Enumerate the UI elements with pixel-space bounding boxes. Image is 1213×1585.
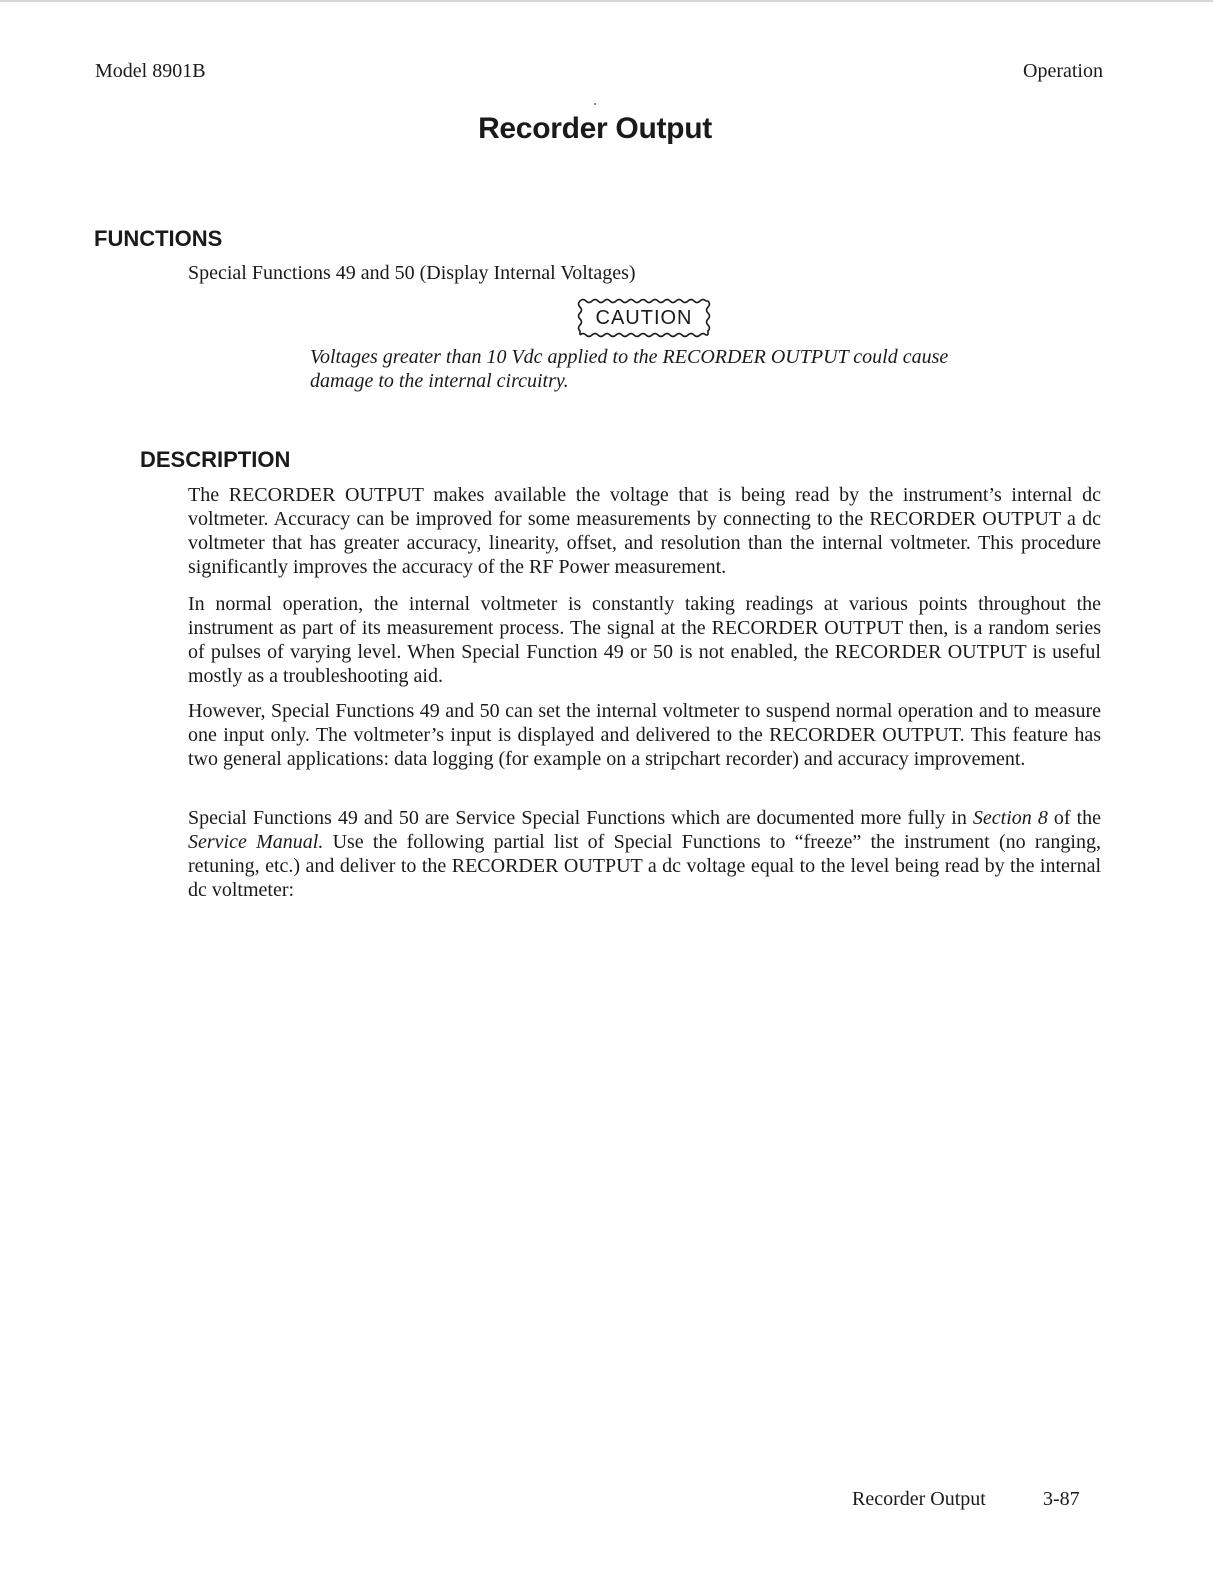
speck-mark xyxy=(594,103,596,105)
footer-page-number: 3-87 xyxy=(1043,1488,1080,1510)
caution-box xyxy=(576,297,712,339)
caution-label: CAUTION xyxy=(595,307,693,329)
paragraph-4-part-2: of the xyxy=(1047,807,1102,829)
description-paragraph-2: In normal operation, the internal voltmeter is constantly taking readings at various points throughout the instrument as part of its measurement process. The signal at the RECORDER OUTPUT then, is a random series of pulses of varying level. When Special Function 49 or 50 is not enabled, the RECORDER OUTPUT is useful mostly as a troubleshooting aid. xyxy=(188,593,1101,687)
paragraph-4-part-1: Special Functions 49 and 50 are Service Special Functions which are documented more fully in xyxy=(188,807,973,829)
paragraph-4-part-3: Use the following partial list of Special Functions to “freeze” the instrument (no ranging, retuning, etc.) and deliver to the RECORDER OUTPUT a dc voltage equal to the level being read by the internal dc voltmeter: xyxy=(188,831,1101,901)
functions-text: Special Functions 49 and 50 (Display Internal Voltages) xyxy=(188,262,636,284)
page-title: Recorder Output xyxy=(478,112,712,145)
description-paragraph-1: The RECORDER OUTPUT makes available the voltage that is being read by the instrument’s internal dc voltmeter. Accuracy can be improved for some measurements by connecting to the RECORDER OUTPUT a dc voltmeter that has greater accuracy, linearity, offset, and resolution than the internal voltmeter. This procedure significantly improves the accuracy of the RF Power measurement. xyxy=(188,484,1101,578)
footer-label: Recorder Output xyxy=(852,1488,986,1510)
caution-text: Voltages greater than 10 Vdc applied to the RECORDER OUTPUT could cause damage to the internal circuitry. xyxy=(310,346,949,392)
section-reference: Section 8 xyxy=(972,807,1048,829)
service-manual-reference: Service Manual. xyxy=(188,831,324,853)
header-model: Model 8901B xyxy=(95,60,206,82)
top-rule xyxy=(0,0,1213,2)
description-paragraph-4 xyxy=(188,806,1101,902)
description-paragraph-3: However, Special Functions 49 and 50 can set the internal voltmeter to suspend normal operation and to measure one input only. The voltmeter’s input is displayed and delivered to the RECORDER OUTPUT. This feature has two general applications: data logging (for example on a stripchart recorder) and accuracy improvement. xyxy=(188,700,1101,770)
header-section: Operation xyxy=(1023,60,1103,82)
description-heading: DESCRIPTION xyxy=(140,447,291,472)
functions-heading: FUNCTIONS xyxy=(94,226,223,251)
